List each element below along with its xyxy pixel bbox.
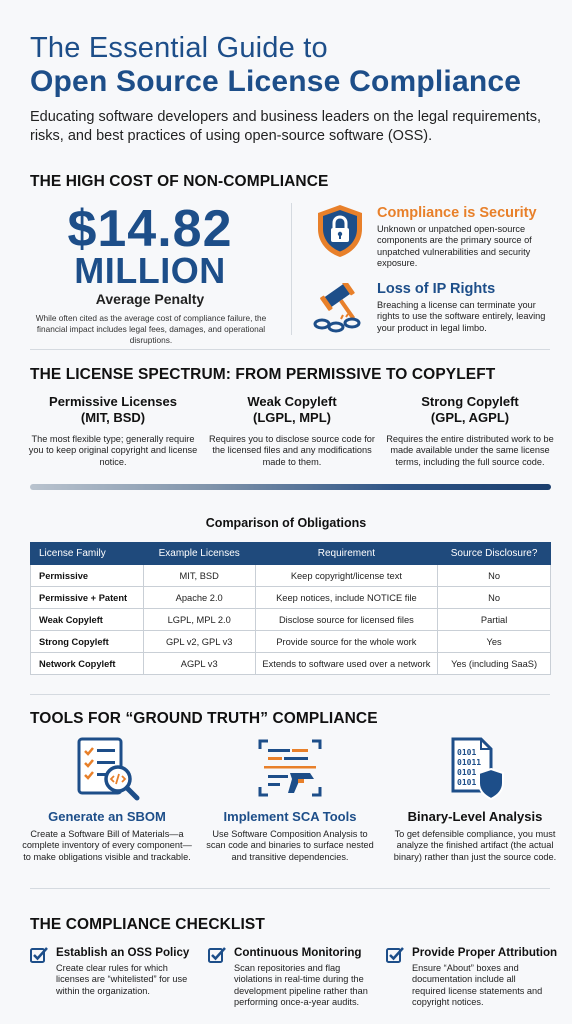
column-header: License Family [31, 543, 144, 565]
spectrum-description: Requires the entire distributed work to be made available under the same license terms, including the full source code. [386, 434, 554, 467]
tool-title: Generate an SBOM [48, 809, 166, 824]
section-divider [30, 888, 550, 889]
comparison-table [30, 542, 551, 675]
table-cell: MIT, BSD [143, 565, 255, 587]
table-row [31, 653, 551, 675]
checklist-title: Continuous Monitoring [234, 946, 362, 959]
binary-file-shield-icon [390, 733, 560, 805]
page-title-line1: The Essential Guide to [30, 32, 328, 64]
checkbox-checked-icon [30, 946, 48, 964]
gavel-broken-chain-icon [310, 283, 370, 338]
spectrum-column-strong-copyleft [380, 394, 560, 468]
checklist-title: Establish an OSS Policy [56, 946, 190, 959]
section-divider [30, 694, 550, 695]
table-cell: Yes (including SaaS) [438, 653, 551, 675]
svg-text:0101: 0101 [457, 778, 477, 787]
page-title-line2: Open Source License Compliance [30, 65, 522, 98]
tool-binary-analysis [390, 733, 560, 863]
penalty-amount: $14.82 [67, 200, 233, 258]
checkbox-checked-icon [386, 946, 404, 964]
table-row [31, 587, 551, 609]
table-cell: Provide source for the whole work [255, 631, 438, 653]
checklist-item-monitoring [208, 946, 368, 1009]
column-header: Example Licenses [143, 543, 255, 565]
table-cell: Yes [438, 631, 551, 653]
section-heading-tools: TOOLS FOR “GROUND TRUTH” COMPLIANCE [30, 710, 378, 727]
table-cell: AGPL v3 [143, 653, 255, 675]
column-header: Requirement [255, 543, 438, 565]
table-cell: LGPL, MPL 2.0 [143, 609, 255, 631]
table-header-row [31, 543, 551, 565]
table-row [31, 609, 551, 631]
section-heading-cost: THE HIGH COST OF NON-COMPLIANCE [30, 173, 329, 190]
spectrum-examples: (GPL, AGPL) [430, 410, 510, 425]
svg-text:01011: 01011 [457, 758, 482, 767]
table-cell: Permissive + Patent [31, 587, 144, 609]
tool-description: To get defensible compliance, you must analyze the finished artifact (the actual binary) rather than just the source code. [393, 829, 557, 862]
spectrum-column-permissive [28, 394, 198, 468]
svg-text:0101: 0101 [457, 768, 477, 777]
section-heading-checklist: THE COMPLIANCE CHECKLIST [30, 916, 265, 933]
table-cell: Disclose source for licensed files [255, 609, 438, 631]
spectrum-title: Strong Copyleft [421, 394, 519, 409]
risk-description-security: Unknown or unpatched open-source components are the primary source of unpatched vulnerabilities and security exposure. [377, 224, 532, 268]
risk-title-security: Compliance is Security [377, 205, 537, 221]
checklist-description: Ensure “About” boxes and documentation include all required license statements and copyright notices. [412, 963, 543, 1008]
shield-lock-icon [314, 203, 366, 264]
checkbox-checked-icon [208, 946, 226, 964]
spectrum-title: Weak Copyleft [247, 394, 337, 409]
tool-sca [205, 733, 375, 863]
table-row [31, 565, 551, 587]
table-cell: Partial [438, 609, 551, 631]
table-cell: Weak Copyleft [31, 609, 144, 631]
penalty-description: While often cited as the average cost of compliance failure, the financial impact includes legal fees, damages, and operational disruptions. [35, 313, 267, 345]
spectrum-examples: (LGPL, MPL) [253, 410, 331, 425]
code-scanner-icon [205, 733, 375, 805]
column-header: Source Disclosure? [438, 543, 551, 565]
checklist-item-attribution [386, 946, 558, 1009]
checklist-description: Scan repositories and flag violations in real-time during the development pipeline rather than performing once-a-year audits. [234, 963, 368, 1008]
checklist-description: Create clear rules for which licenses are “whitelisted” for use within the organization. [56, 963, 188, 996]
table-cell: Network Copyleft [31, 653, 144, 675]
tool-description: Use Software Composition Analysis to scan code and binaries to surface nested and transitive dependencies. [206, 829, 374, 862]
spectrum-description: Requires you to disclose source code for the licensed files and any modifications made to them. [209, 434, 375, 467]
table-cell: Apache 2.0 [143, 587, 255, 609]
tool-title: Implement SCA Tools [223, 809, 357, 824]
table-cell: Permissive [31, 565, 144, 587]
table-cell: GPL v2, GPL v3 [143, 631, 255, 653]
table-cell: Strong Copyleft [31, 631, 144, 653]
tool-sbom [22, 733, 192, 863]
section-divider-vertical [291, 203, 292, 335]
page-subtitle: Educating software developers and business leaders on the legal requirements, risks, and best practices of using open-source software (OSS). [30, 109, 542, 144]
checklist-item-policy [30, 946, 190, 997]
comparison-title: Comparison of Obligations [205, 516, 367, 530]
spectrum-description: The most flexible type; generally require you to keep original copyright and license notice. [28, 434, 198, 467]
risk-description-ip-rights: Breaching a license can terminate your rights to use the software entirely, leaving your product in legal limbo. [377, 300, 546, 333]
table-cell: No [438, 565, 551, 587]
table-cell: Keep notices, include NOTICE file [255, 587, 438, 609]
checklist-title: Provide Proper Attribution [412, 946, 558, 959]
spectrum-gradient-bar [30, 484, 551, 490]
spectrum-examples: (MIT, BSD) [80, 410, 146, 425]
tool-title: Binary-Level Analysis [407, 809, 543, 824]
table-row [31, 631, 551, 653]
spectrum-column-weak-copyleft [207, 394, 377, 468]
document-search-icon [22, 733, 192, 805]
section-divider [30, 349, 550, 350]
risk-title-ip-rights: Loss of IP Rights [377, 281, 496, 297]
tool-description: Create a Software Bill of Materials—a complete inventory of every component—to make obligations visible and trackable. [22, 829, 192, 862]
table-cell: Extends to software used over a network [255, 653, 438, 675]
penalty-unit: MILLION [74, 250, 226, 291]
spectrum-title: Permissive Licenses [49, 394, 177, 409]
svg-text:0101: 0101 [457, 748, 477, 757]
penalty-label: Average Penalty [95, 291, 205, 307]
table-cell: No [438, 587, 551, 609]
table-cell: Keep copyright/license text [255, 565, 438, 587]
section-heading-spectrum: THE LICENSE SPECTRUM: FROM PERMISSIVE TO COPYLEFT [30, 366, 496, 383]
